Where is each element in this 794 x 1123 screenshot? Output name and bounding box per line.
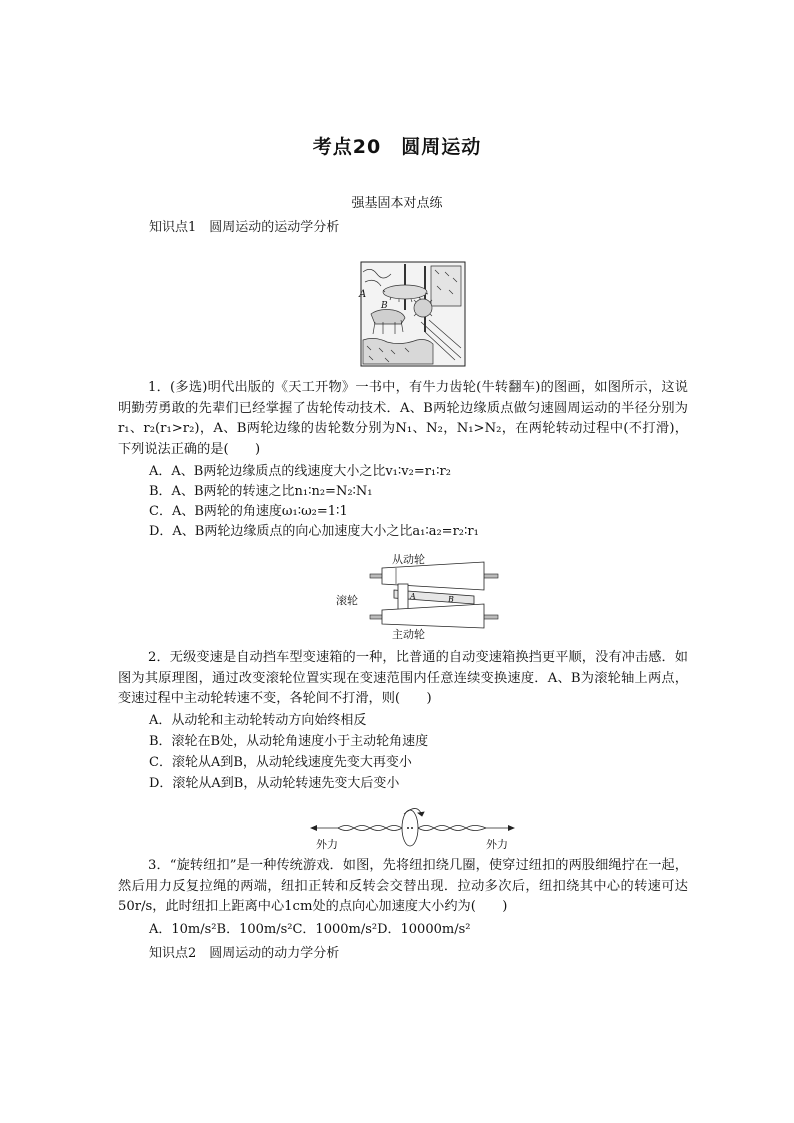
page-title: 考点20 圆周运动 <box>312 136 482 158</box>
cvt-diagram <box>334 552 498 640</box>
question-3 <box>118 856 688 918</box>
question-3-text: 3．“旋转纽扣”是一种传统游戏．如图，先将纽扣绕几圈，使穿过纽扣的两股细绳拧在一起，然后用力反复拉绳的两端，纽扣正转和反转会交替出现．拉动多次后，纽扣绕其中心的转速可达50r/s，此时纽扣上距离中心1cm处的点向心加速度大小约为( ) <box>118 858 688 914</box>
fig3-label-left-force: 外力 <box>316 838 338 851</box>
fig1-label-a: A <box>359 289 367 300</box>
q2-option-a: A．从动轮和主动轮转动方向始终相反 <box>149 713 367 728</box>
fig3-label-right-force: 外力 <box>486 838 508 851</box>
q2-option-b: B．滚轮在B处，从动轮角速度小于主动轮角速度 <box>149 734 429 749</box>
question-1-text: 1．(多选)明代出版的《天工开物》一书中，有牛力齿轮(牛转翻车)的图画，如图所示，这说明勤劳勇敢的先辈们已经掌握了齿轮传动技术．A、B两轮边缘质点做匀速圆周运动的半径分别为r₁、r₂(r₁>r₂)，A、B两轮边缘的齿轮数分别为N₁、N₂，N₁>N₂，在两轮转动过程中(不打滑)，下列说法正确的是( ) <box>118 380 688 457</box>
q3-options: A．10m/s²B．100m/s²C．1000m/s²D．10000m/s² <box>149 922 471 937</box>
q1-option-d: D．A、B两轮边缘质点的向心加速度大小之比a₁∶a₂=r₂∶r₁ <box>149 524 479 539</box>
question-2-text: 2．无级变速是自动挡车型变速箱的一种，比普通的自动变速箱换挡更平顺，没有冲击感．如图为其原理图，通过改变滚轮位置实现在变速范围内任意连续变换速度．A、B为滚轮轴上两点，变速过程中主动轮转速不变，各轮间不打滑，则( ) <box>118 650 688 706</box>
q2-option-c: C．滚轮从A到B，从动轮线速度先变大再变小 <box>149 755 412 770</box>
fig2-label-driven: 从动轮 <box>392 553 425 566</box>
fig2-label-a: A <box>410 592 416 601</box>
ox-gear-illustration <box>361 262 465 366</box>
fig2-label-roller: 滚轮 <box>336 594 358 607</box>
fig1-label-b: B <box>381 301 388 311</box>
fig2-label-driver: 主动轮 <box>392 628 425 641</box>
question-1 <box>118 378 688 460</box>
q2-option-d: D．滚轮从A到B，从动轮转速先变大后变小 <box>149 776 400 791</box>
question-2 <box>118 648 688 710</box>
spinning-button-diagram <box>308 800 518 852</box>
section-heading-1: 知识点1 圆周运动的运动学分析 <box>149 220 340 235</box>
q1-option-a: A．A、B两轮边缘质点的线速度大小之比v₁∶v₂=r₁∶r₂ <box>149 464 451 479</box>
section-heading-2: 知识点2 圆周运动的动力学分析 <box>149 946 340 961</box>
q1-option-b: B．A、B两轮的转速之比n₁∶n₂=N₂∶N₁ <box>149 484 373 499</box>
subtitle: 强基固本对点练 <box>351 196 443 211</box>
q1-option-c: C．A、B两轮的角速度ω₁∶ω₂=1∶1 <box>149 504 348 519</box>
fig2-label-b: B <box>448 595 454 604</box>
